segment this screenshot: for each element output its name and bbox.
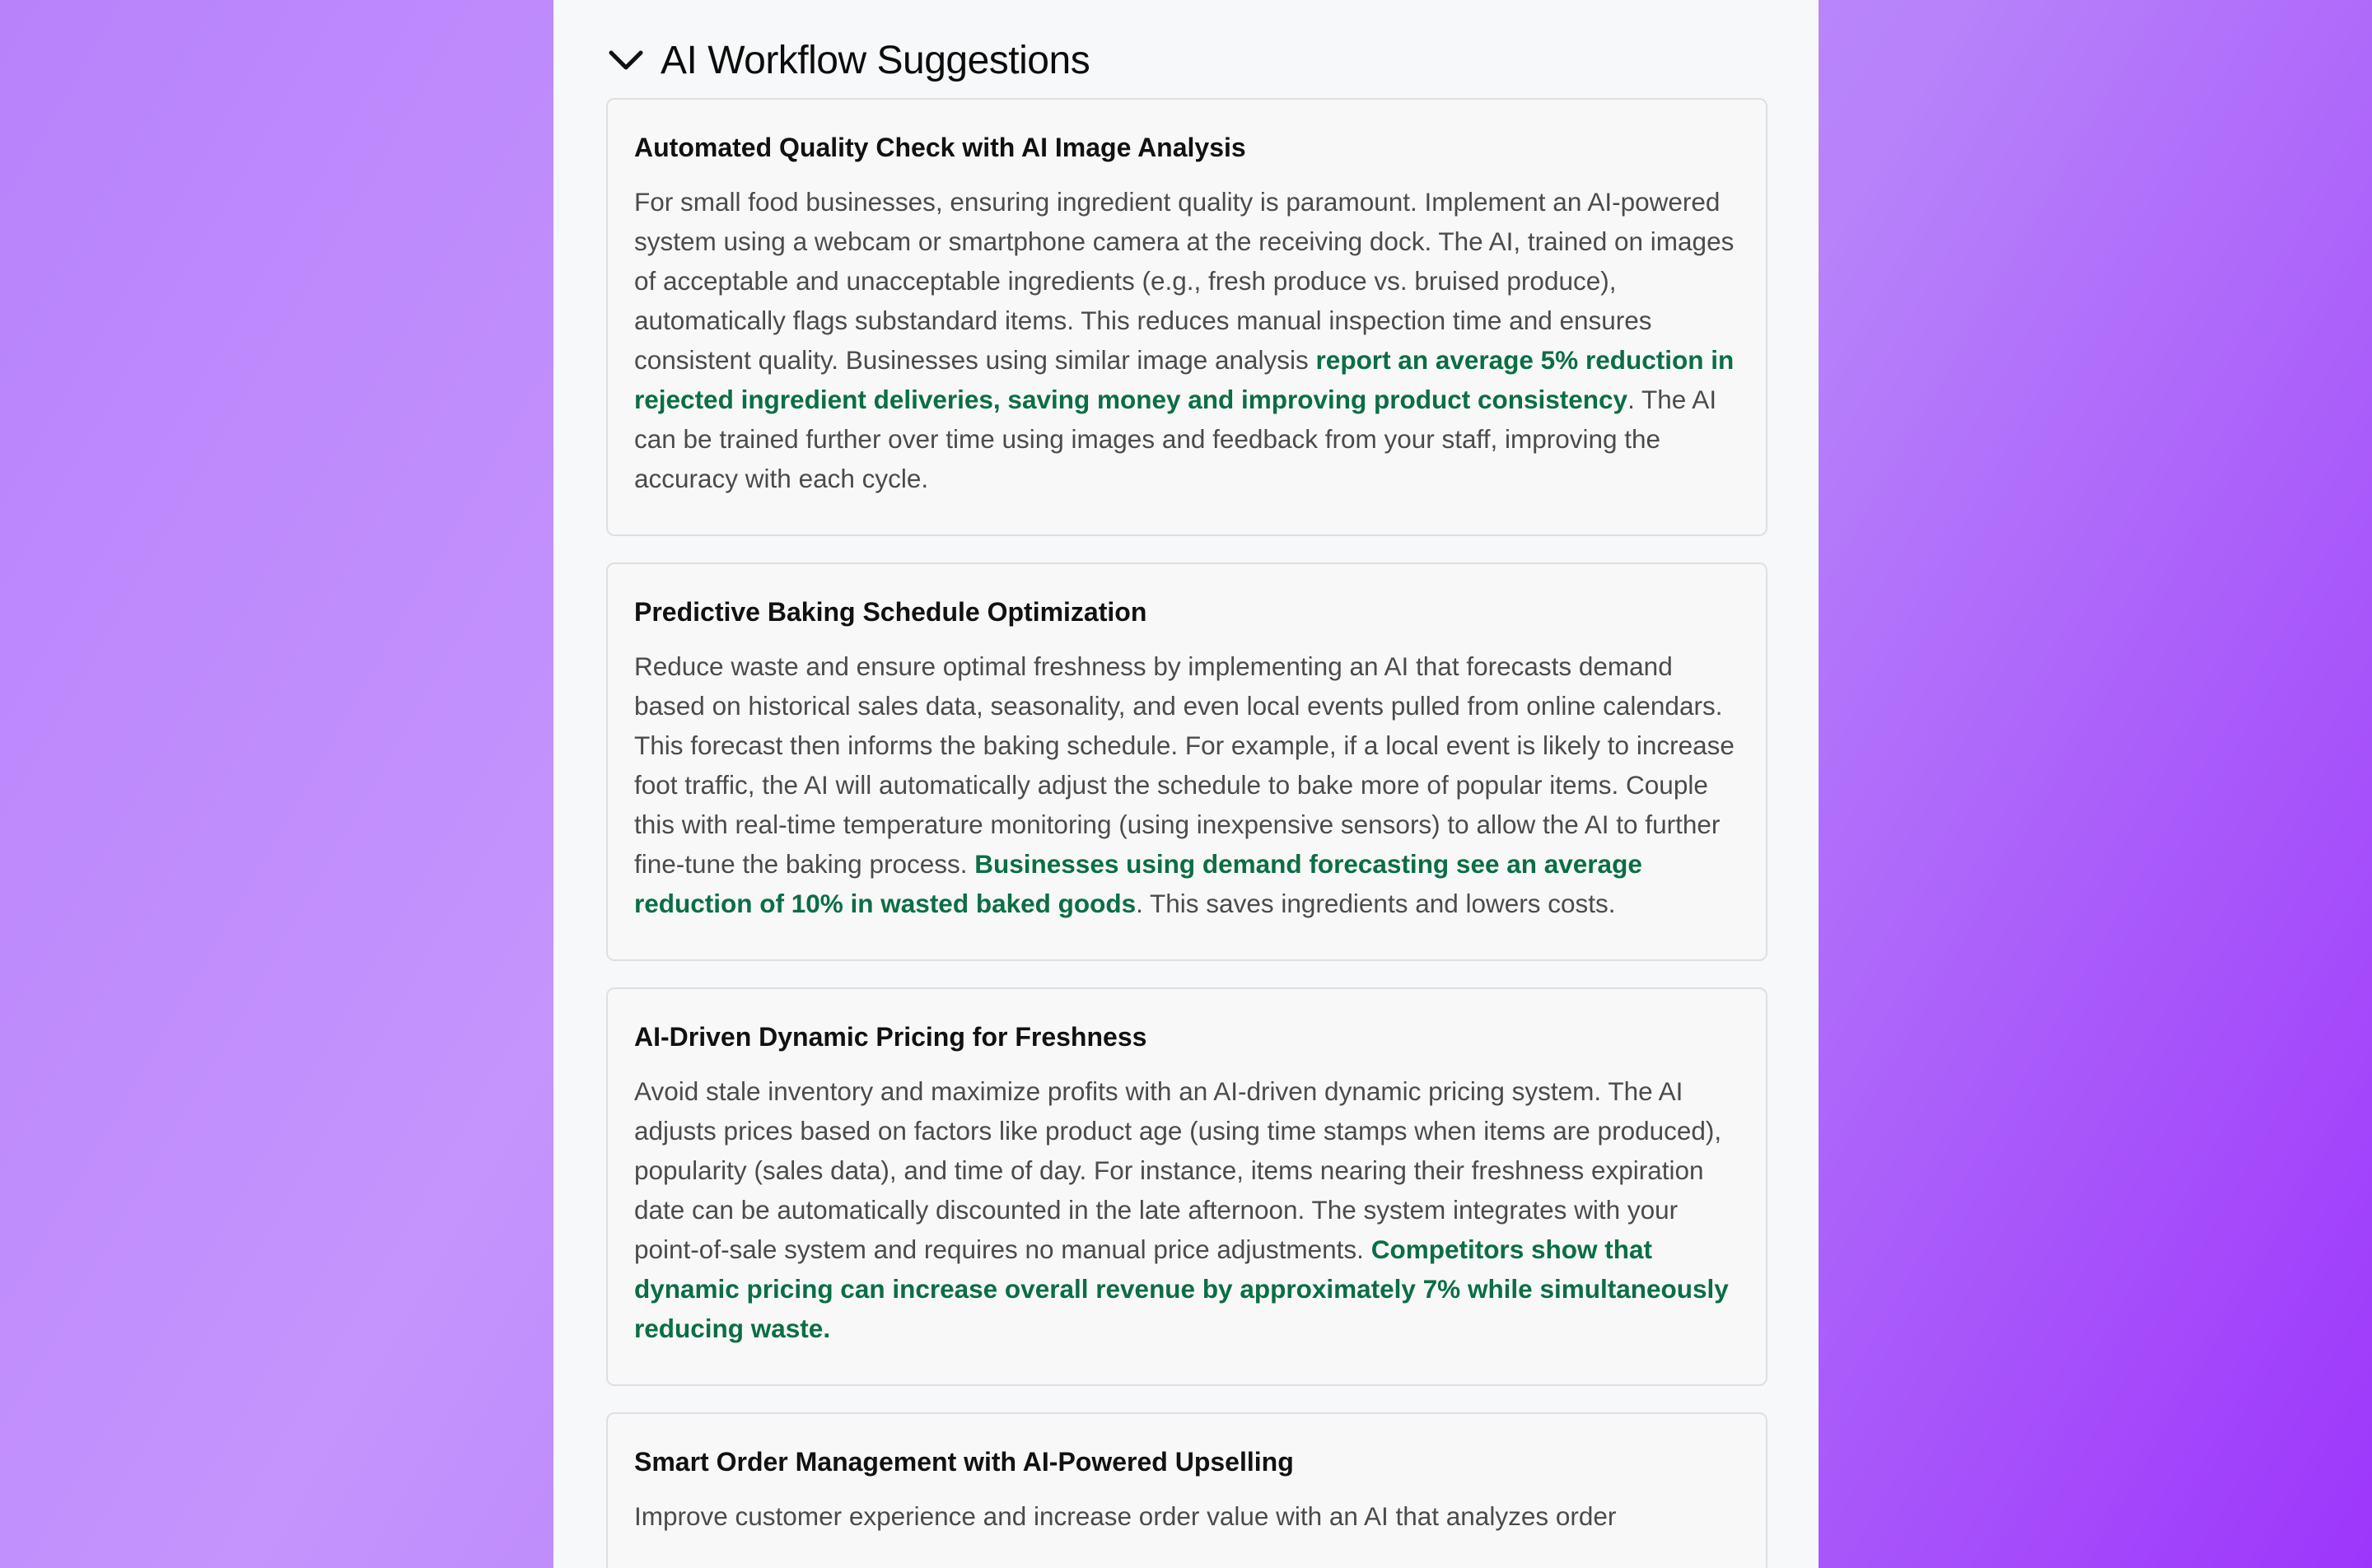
card-body-text: For small food businesses, ensuring ingredient quality is paramount. Implement an AI-powered system using a webcam or smartphone camera at the receiving dock. The AI, trained on images of acceptable and unacceptable ingredients (e.g., fresh produce vs. bruised produce), automatically flags substandard items. This reduces manual inspection time and ensures consistent quality. Businesses using similar image analysis bbox=[634, 187, 1735, 375]
suggestion-list bbox=[606, 98, 1767, 1568]
card-body-text: Reduce waste and ensure optimal freshness by implementing an AI that forecasts demand based on historical sales data, seasonality, and even local events pulled from online calendars. This forecast then informs the baking schedule. For example, if a local event is likely to increase foot traffic, the AI will automatically adjust the schedule to bake more of popular items. Couple this with real-time temperature monitoring (using inexpensive sensors) to allow the AI to further fine-tune the baking process. bbox=[634, 651, 1735, 879]
card-highlight: Competitors show that dynamic pricing can increase overall revenue by approximately 7% while simultaneously reducing waste. bbox=[634, 1234, 1729, 1343]
card-title: Smart Order Management with AI-Powered Upselling bbox=[634, 1447, 1294, 1477]
section-header[interactable] bbox=[606, 31, 1090, 89]
suggestion-card bbox=[606, 987, 1767, 1386]
card-title: Predictive Baking Schedule Optimization bbox=[634, 597, 1147, 627]
suggestion-card bbox=[606, 562, 1767, 961]
suggestions-panel bbox=[553, 0, 1819, 1568]
chevron-down-icon[interactable] bbox=[606, 40, 646, 80]
card-body bbox=[634, 182, 1739, 498]
card-title: Automated Quality Check with AI Image Analysis bbox=[634, 133, 1246, 162]
card-highlight: Businesses using demand forecasting see an average reduction of 10% in wasted baked goods bbox=[634, 849, 1642, 918]
suggestion-card bbox=[606, 98, 1767, 536]
card-highlight: report an average 5% reduction in rejected ingredient deliveries, saving money and improving product consistency bbox=[634, 345, 1735, 414]
card-body bbox=[634, 1071, 1739, 1348]
card-body-text: Improve customer experience and increase order value with an AI that analyzes order bbox=[634, 1501, 1617, 1531]
card-body-text: . This saves ingredients and lowers costs. bbox=[1136, 889, 1616, 918]
card-body bbox=[634, 1496, 1739, 1536]
suggestion-card bbox=[606, 1412, 1767, 1568]
card-title: AI-Driven Dynamic Pricing for Freshness bbox=[634, 1022, 1147, 1052]
card-body-text: Avoid stale inventory and maximize profits with an AI-driven dynamic pricing system. The AI adjusts prices based on factors like product age (using time stamps when items are produced), popularity (sales data), and time of day. For instance, items nearing their freshness expiration date can be automatically discounted in the late afternoon. The system integrates with your point-of-sale system and requires no manual price adjustments. bbox=[634, 1076, 1722, 1264]
card-body-text: . The AI can be trained further over time using images and feedback from your staff, improving the accuracy with each cycle. bbox=[634, 385, 1717, 493]
section-title: AI Workflow Suggestions bbox=[661, 38, 1090, 82]
card-body bbox=[634, 646, 1739, 923]
